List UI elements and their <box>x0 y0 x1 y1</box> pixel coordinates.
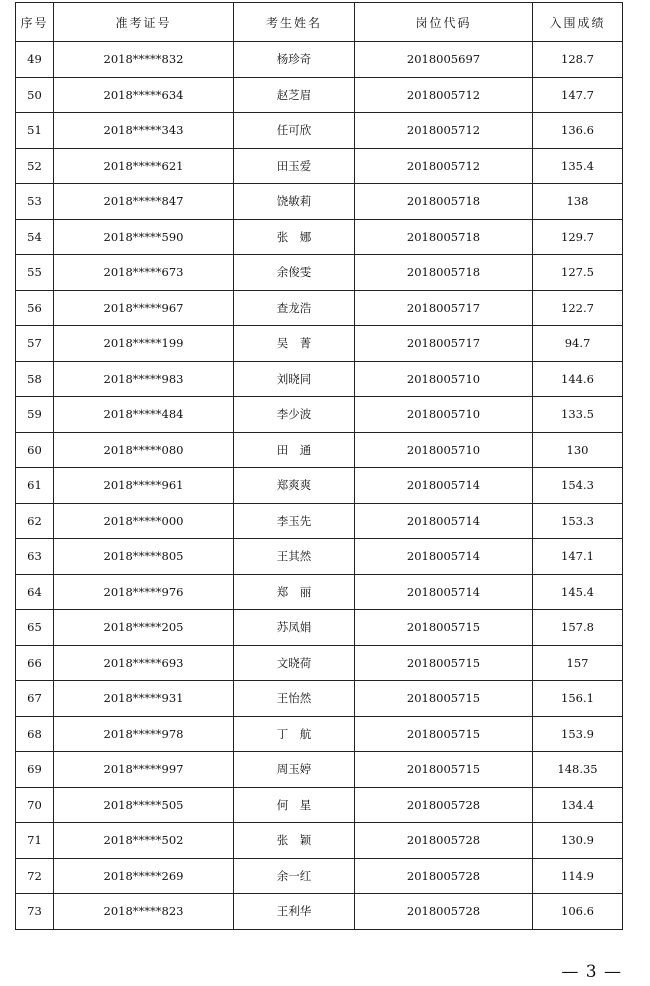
header-exam-id: 准考证号 <box>54 3 234 42</box>
cell-exam-id: 2018*****978 <box>54 716 234 752</box>
cell-serial-number: 72 <box>16 858 54 894</box>
cell-score: 144.6 <box>533 361 623 397</box>
cell-candidate-name: 郑 丽 <box>234 574 355 610</box>
cell-candidate-name: 饶敏莉 <box>234 184 355 220</box>
cell-post-code: 2018005714 <box>355 574 533 610</box>
cell-score: 122.7 <box>533 290 623 326</box>
table-body <box>16 42 623 930</box>
cell-exam-id: 2018*****673 <box>54 255 234 291</box>
cell-exam-id: 2018*****823 <box>54 894 234 930</box>
cell-serial-number: 50 <box>16 77 54 113</box>
cell-serial-number: 66 <box>16 645 54 681</box>
cell-post-code: 2018005728 <box>355 787 533 823</box>
cell-candidate-name: 李玉先 <box>234 503 355 539</box>
table-row <box>16 752 623 788</box>
results-table <box>15 2 623 930</box>
cell-post-code: 2018005697 <box>355 42 533 78</box>
cell-serial-number: 53 <box>16 184 54 220</box>
table-row <box>16 681 623 717</box>
cell-candidate-name: 余俊雯 <box>234 255 355 291</box>
cell-serial-number: 65 <box>16 610 54 646</box>
cell-serial-number: 70 <box>16 787 54 823</box>
cell-post-code: 2018005714 <box>355 503 533 539</box>
cell-post-code: 2018005715 <box>355 681 533 717</box>
cell-score: 153.9 <box>533 716 623 752</box>
cell-candidate-name: 李少波 <box>234 397 355 433</box>
cell-score: 106.6 <box>533 894 623 930</box>
cell-post-code: 2018005714 <box>355 539 533 575</box>
cell-candidate-name: 余一红 <box>234 858 355 894</box>
cell-serial-number: 60 <box>16 432 54 468</box>
cell-score: 130.9 <box>533 823 623 859</box>
cell-exam-id: 2018*****693 <box>54 645 234 681</box>
table-header <box>16 3 623 42</box>
table-row <box>16 148 623 184</box>
cell-candidate-name: 赵芝眉 <box>234 77 355 113</box>
cell-exam-id: 2018*****983 <box>54 361 234 397</box>
cell-candidate-name: 何 星 <box>234 787 355 823</box>
cell-serial-number: 64 <box>16 574 54 610</box>
cell-score: 145.4 <box>533 574 623 610</box>
cell-serial-number: 58 <box>16 361 54 397</box>
cell-score: 134.4 <box>533 787 623 823</box>
cell-score: 135.4 <box>533 148 623 184</box>
cell-candidate-name: 文晓荷 <box>234 645 355 681</box>
table-row <box>16 361 623 397</box>
cell-score: 148.35 <box>533 752 623 788</box>
header-post-code: 岗位代码 <box>355 3 533 42</box>
cell-post-code: 2018005715 <box>355 716 533 752</box>
table-row <box>16 77 623 113</box>
cell-serial-number: 56 <box>16 290 54 326</box>
cell-serial-number: 63 <box>16 539 54 575</box>
cell-score: 128.7 <box>533 42 623 78</box>
table-row <box>16 290 623 326</box>
cell-score: 154.3 <box>533 468 623 504</box>
cell-serial-number: 54 <box>16 219 54 255</box>
header-candidate-name: 考生姓名 <box>234 3 355 42</box>
cell-exam-id: 2018*****502 <box>54 823 234 859</box>
cell-exam-id: 2018*****634 <box>54 77 234 113</box>
cell-post-code: 2018005718 <box>355 184 533 220</box>
cell-serial-number: 73 <box>16 894 54 930</box>
table-row <box>16 823 623 859</box>
cell-post-code: 2018005712 <box>355 77 533 113</box>
cell-serial-number: 57 <box>16 326 54 362</box>
cell-serial-number: 69 <box>16 752 54 788</box>
header-score: 入围成绩 <box>533 3 623 42</box>
cell-serial-number: 49 <box>16 42 54 78</box>
cell-candidate-name: 王利华 <box>234 894 355 930</box>
cell-score: 130 <box>533 432 623 468</box>
cell-exam-id: 2018*****199 <box>54 326 234 362</box>
cell-serial-number: 68 <box>16 716 54 752</box>
table-row <box>16 432 623 468</box>
table-row <box>16 468 623 504</box>
cell-serial-number: 55 <box>16 255 54 291</box>
cell-post-code: 2018005712 <box>355 113 533 149</box>
cell-exam-id: 2018*****967 <box>54 290 234 326</box>
cell-post-code: 2018005710 <box>355 361 533 397</box>
cell-score: 147.1 <box>533 539 623 575</box>
cell-score: 127.5 <box>533 255 623 291</box>
cell-post-code: 2018005710 <box>355 397 533 433</box>
cell-post-code: 2018005717 <box>355 326 533 362</box>
cell-score: 129.7 <box>533 219 623 255</box>
cell-post-code: 2018005710 <box>355 432 533 468</box>
cell-candidate-name: 田玉爱 <box>234 148 355 184</box>
table-row <box>16 255 623 291</box>
cell-post-code: 2018005715 <box>355 752 533 788</box>
cell-exam-id: 2018*****343 <box>54 113 234 149</box>
cell-exam-id: 2018*****931 <box>54 681 234 717</box>
cell-post-code: 2018005714 <box>355 468 533 504</box>
cell-candidate-name: 王怡然 <box>234 681 355 717</box>
cell-exam-id: 2018*****484 <box>54 397 234 433</box>
cell-exam-id: 2018*****961 <box>54 468 234 504</box>
cell-exam-id: 2018*****832 <box>54 42 234 78</box>
cell-post-code: 2018005728 <box>355 858 533 894</box>
table-row <box>16 574 623 610</box>
table-row <box>16 610 623 646</box>
table-row <box>16 858 623 894</box>
cell-post-code: 2018005717 <box>355 290 533 326</box>
cell-serial-number: 71 <box>16 823 54 859</box>
cell-score: 133.5 <box>533 397 623 433</box>
cell-score: 157.8 <box>533 610 623 646</box>
cell-serial-number: 51 <box>16 113 54 149</box>
table-row <box>16 645 623 681</box>
table-row <box>16 42 623 78</box>
cell-score: 147.7 <box>533 77 623 113</box>
cell-candidate-name: 吴 菁 <box>234 326 355 362</box>
cell-score: 156.1 <box>533 681 623 717</box>
cell-exam-id: 2018*****847 <box>54 184 234 220</box>
cell-serial-number: 62 <box>16 503 54 539</box>
cell-exam-id: 2018*****269 <box>54 858 234 894</box>
table-row <box>16 539 623 575</box>
cell-serial-number: 52 <box>16 148 54 184</box>
cell-exam-id: 2018*****205 <box>54 610 234 646</box>
table-row <box>16 326 623 362</box>
table-row <box>16 219 623 255</box>
table-row <box>16 716 623 752</box>
table-row <box>16 113 623 149</box>
cell-candidate-name: 刘晓同 <box>234 361 355 397</box>
cell-candidate-name: 丁 航 <box>234 716 355 752</box>
table-row <box>16 184 623 220</box>
cell-score: 114.9 <box>533 858 623 894</box>
cell-candidate-name: 查龙浩 <box>234 290 355 326</box>
table-row <box>16 397 623 433</box>
cell-post-code: 2018005718 <box>355 255 533 291</box>
page-number: — 3 — <box>561 962 622 982</box>
cell-candidate-name: 张 娜 <box>234 219 355 255</box>
cell-post-code: 2018005728 <box>355 823 533 859</box>
cell-post-code: 2018005712 <box>355 148 533 184</box>
cell-serial-number: 67 <box>16 681 54 717</box>
header-row <box>16 3 623 42</box>
cell-exam-id: 2018*****805 <box>54 539 234 575</box>
cell-exam-id: 2018*****000 <box>54 503 234 539</box>
table-row <box>16 894 623 930</box>
cell-candidate-name: 杨珍奇 <box>234 42 355 78</box>
table-row <box>16 503 623 539</box>
cell-exam-id: 2018*****976 <box>54 574 234 610</box>
cell-exam-id: 2018*****621 <box>54 148 234 184</box>
cell-candidate-name: 苏凤娟 <box>234 610 355 646</box>
cell-candidate-name: 张 颖 <box>234 823 355 859</box>
cell-post-code: 2018005715 <box>355 645 533 681</box>
cell-candidate-name: 田 通 <box>234 432 355 468</box>
header-serial-number: 序号 <box>16 3 54 42</box>
cell-score: 157 <box>533 645 623 681</box>
cell-exam-id: 2018*****080 <box>54 432 234 468</box>
cell-candidate-name: 王其然 <box>234 539 355 575</box>
cell-candidate-name: 任可欣 <box>234 113 355 149</box>
table-row <box>16 787 623 823</box>
cell-score: 138 <box>533 184 623 220</box>
cell-score: 153.3 <box>533 503 623 539</box>
cell-score: 94.7 <box>533 326 623 362</box>
cell-serial-number: 61 <box>16 468 54 504</box>
cell-post-code: 2018005718 <box>355 219 533 255</box>
cell-serial-number: 59 <box>16 397 54 433</box>
cell-candidate-name: 周玉婷 <box>234 752 355 788</box>
cell-candidate-name: 郑爽爽 <box>234 468 355 504</box>
cell-exam-id: 2018*****505 <box>54 787 234 823</box>
cell-exam-id: 2018*****997 <box>54 752 234 788</box>
cell-post-code: 2018005728 <box>355 894 533 930</box>
cell-post-code: 2018005715 <box>355 610 533 646</box>
cell-exam-id: 2018*****590 <box>54 219 234 255</box>
cell-score: 136.6 <box>533 113 623 149</box>
